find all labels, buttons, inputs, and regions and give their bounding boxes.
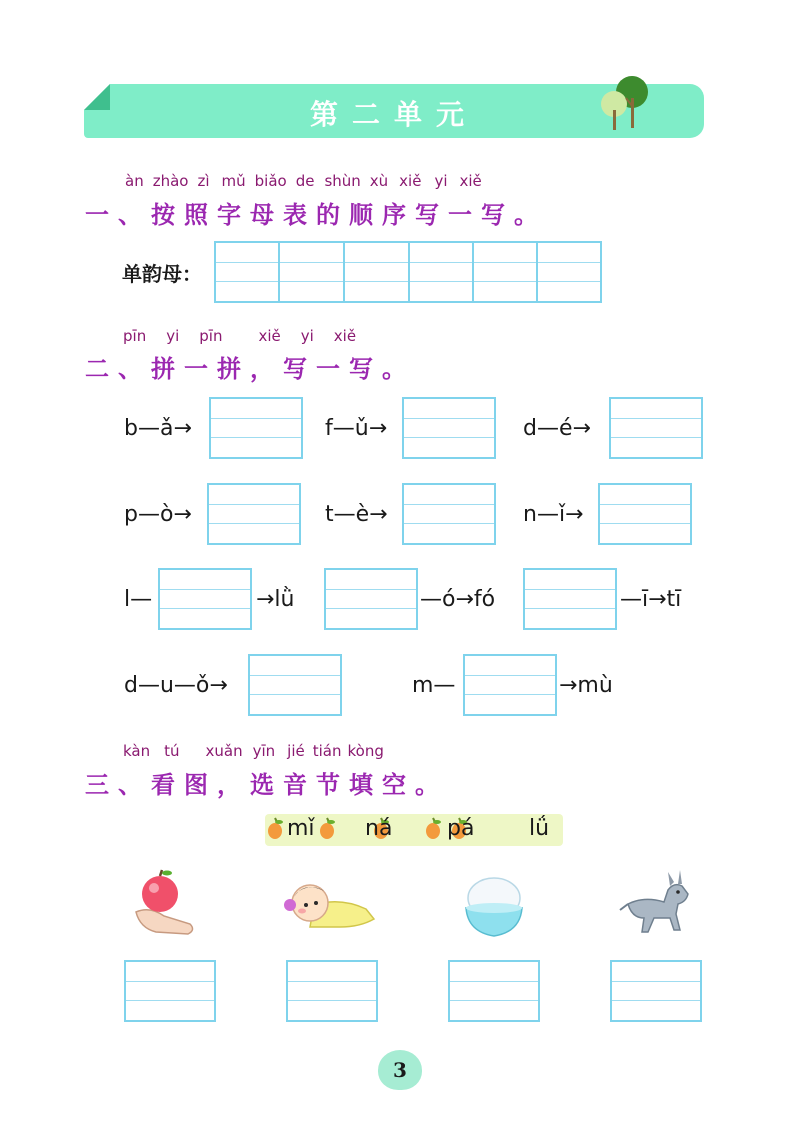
spell-item-6: n—ǐ→	[523, 502, 584, 527]
spell-item-11-prefix: m—	[412, 673, 456, 698]
syllable-lv[interactable]: lǘ	[529, 816, 550, 841]
picture-answer-grid-4[interactable]	[610, 960, 702, 1022]
bowl-of-rice-icon	[462, 874, 526, 940]
pear-icon	[265, 816, 285, 840]
picture-answer-grid-3[interactable]	[448, 960, 540, 1022]
pear-icon	[317, 816, 337, 840]
section1-heading: 一、按照字母表的顺序写一写。	[85, 201, 547, 229]
picture-answer-grid-2[interactable]	[286, 960, 378, 1022]
spell-item-9-suffix: —ī→tī	[620, 587, 682, 612]
syllable-na[interactable]: ná	[365, 816, 393, 841]
spell-item-5: t—è→	[325, 502, 388, 527]
spell-answer-grid-11[interactable]	[463, 654, 557, 716]
spell-item-2: f—ǔ→	[325, 416, 388, 441]
spell-answer-grid-2[interactable]	[402, 397, 496, 459]
pear-icon	[423, 816, 443, 840]
spell-item-4: p—ò→	[124, 502, 192, 527]
crawling-baby-icon	[280, 875, 376, 935]
spell-item-10: d—u—ǒ→	[124, 673, 228, 698]
spell-answer-grid-6[interactable]	[598, 483, 692, 545]
spell-answer-grid-5[interactable]	[402, 483, 496, 545]
section1-pinyin: àn zhào zì mǔ biǎo de shùn xù xiě yi xiě	[125, 172, 482, 190]
trees-icon	[588, 70, 658, 132]
page-number: 3	[378, 1050, 422, 1090]
spell-answer-grid-3[interactable]	[609, 397, 703, 459]
spell-answer-grid-4[interactable]	[207, 483, 301, 545]
unit-title: 第二单元	[309, 98, 478, 131]
syllable-strip	[265, 814, 563, 846]
section2-heading: 二、拼一拼，写一写。	[85, 355, 415, 383]
vowel-writing-grid[interactable]	[214, 241, 602, 303]
syllable-pa[interactable]: pá	[447, 816, 475, 841]
vowel-label: 单韵母：	[122, 262, 202, 286]
section2-pinyin: pīn yi pīn xiě yi xiě	[123, 327, 357, 345]
unit-banner	[84, 84, 704, 138]
spell-item-1: b—ǎ→	[124, 416, 192, 441]
apple-in-hand-icon	[130, 868, 200, 938]
spell-item-7-prefix: l—	[124, 587, 153, 612]
spell-item-8-suffix: —ó→fó	[420, 587, 496, 612]
spell-answer-grid-1[interactable]	[209, 397, 303, 459]
spell-item-11-suffix: →mù	[559, 673, 613, 698]
picture-answer-grid-1[interactable]	[124, 960, 216, 1022]
section3-heading: 三、看图，选音节填空。	[85, 771, 448, 799]
spell-answer-grid-10[interactable]	[248, 654, 342, 716]
spell-answer-grid-9[interactable]	[523, 568, 617, 630]
syllable-mi[interactable]: mǐ	[287, 816, 315, 841]
spell-answer-grid-7[interactable]	[158, 568, 252, 630]
spell-item-3: d—é→	[523, 416, 591, 441]
donkey-icon	[618, 868, 694, 940]
spell-item-7-suffix: →lǜ	[256, 587, 295, 612]
section3-pinyin: kàn tú xuǎn yīn jié tián kòng	[123, 742, 384, 760]
spell-answer-grid-8[interactable]	[324, 568, 418, 630]
